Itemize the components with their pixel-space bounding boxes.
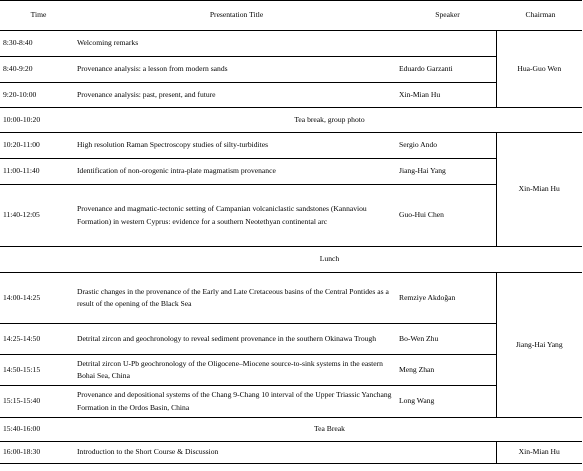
break-row — [0, 108, 582, 133]
time-cell: 11:40-12:05 — [0, 185, 74, 247]
speaker-cell — [396, 31, 496, 57]
speaker-cell: Remziye Akdoğan — [396, 273, 496, 324]
time-cell: 10:20-11:00 — [0, 133, 74, 159]
table-row — [0, 185, 582, 247]
time-cell: 15:15-15:40 — [0, 386, 74, 418]
chairman-cell: Xin-Mian Hu — [496, 442, 582, 464]
speaker-cell: Long Wang — [396, 386, 496, 418]
table-row — [0, 386, 582, 418]
title-header: Presentation Title — [74, 1, 396, 31]
speaker-header: Speaker — [396, 1, 496, 31]
title-cell: High resolution Raman Spectroscopy studies of silty-turbidites — [74, 133, 396, 159]
table-row — [0, 57, 582, 83]
chairman-header: Chairman — [496, 1, 582, 31]
time-cell: 14:00-14:25 — [0, 273, 74, 324]
time-cell: 8:30-8:40 — [0, 31, 74, 57]
time-cell: 8:40-9:20 — [0, 57, 74, 83]
chairman-cell: Jiang-Hai Yang — [496, 273, 582, 418]
table-row — [0, 83, 582, 108]
table-row — [0, 159, 582, 185]
table-row — [0, 442, 582, 464]
table-row — [0, 31, 582, 57]
table-row — [0, 355, 582, 386]
title-cell: Provenance and depositional systems of the Chang 9-Chang 10 interval of the Upper Triassic Yanchang Formation in the Ordos Basin, China — [74, 386, 396, 418]
title-cell: Drastic changes in the provenance of the Early and Late Cretaceous basins of the Central Pontides as a result of the opening of the Black Sea — [74, 273, 396, 324]
time-header: Time — [0, 1, 74, 31]
speaker-cell: Bo-Wen Zhu — [396, 324, 496, 355]
time-cell: 10:00-10:20 — [0, 108, 74, 133]
title-cell: Detrital zircon and geochronology to reveal sediment provenance in the southern Okinawa Trough — [74, 324, 396, 355]
speaker-cell: Xin-Mian Hu — [396, 83, 496, 108]
title-cell: Provenance and magmatic-tectonic setting of Campanian volcaniclastic sandstones (Kannaviou Formation) in western Cyprus: evidence for a southern Neotethyan continental arc — [74, 185, 396, 247]
speaker-cell: Meng Zhan — [396, 355, 496, 386]
table-row — [0, 324, 582, 355]
break-row — [0, 418, 582, 442]
table-row — [0, 273, 582, 324]
title-cell: Welcoming remarks — [74, 31, 396, 57]
time-cell: 14:50-15:15 — [0, 355, 74, 386]
title-cell: Detrital zircon U-Pb geochronology of the Oligocene–Miocene source-to-sink systems in the eastern Bohai Sea, China — [74, 355, 396, 386]
time-cell: 14:25-14:50 — [0, 324, 74, 355]
header-row — [0, 1, 582, 31]
title-cell: Provenance analysis: past, present, and future — [74, 83, 396, 108]
speaker-cell — [396, 442, 496, 464]
break-cell: Lunch — [74, 247, 582, 273]
speaker-cell: Eduardo Garzanti — [396, 57, 496, 83]
time-cell: 9:20-10:00 — [0, 83, 74, 108]
time-cell: 11:00-11:40 — [0, 159, 74, 185]
title-cell: Identification of non-orogenic intra-plate magmatism provenance — [74, 159, 396, 185]
table-row — [0, 133, 582, 159]
break-cell: Tea break, group photo — [74, 108, 582, 133]
speaker-cell: Jiang-Hai Yang — [396, 159, 496, 185]
speaker-cell: Sergio Ando — [396, 133, 496, 159]
speaker-cell: Guo-Hui Chen — [396, 185, 496, 247]
chairman-cell: Xin-Mian Hu — [496, 133, 582, 247]
break-row — [0, 247, 582, 273]
time-cell: 16:00-18:30 — [0, 442, 74, 464]
time-cell — [0, 247, 74, 273]
chairman-cell: Hua-Guo Wen — [496, 31, 582, 108]
time-cell: 15:40-16:00 — [0, 418, 74, 442]
title-cell: Introduction to the Short Course & Discussion — [74, 442, 396, 464]
break-cell: Tea Break — [74, 418, 582, 442]
title-cell: Provenance analysis: a lesson from modern sands — [74, 57, 396, 83]
